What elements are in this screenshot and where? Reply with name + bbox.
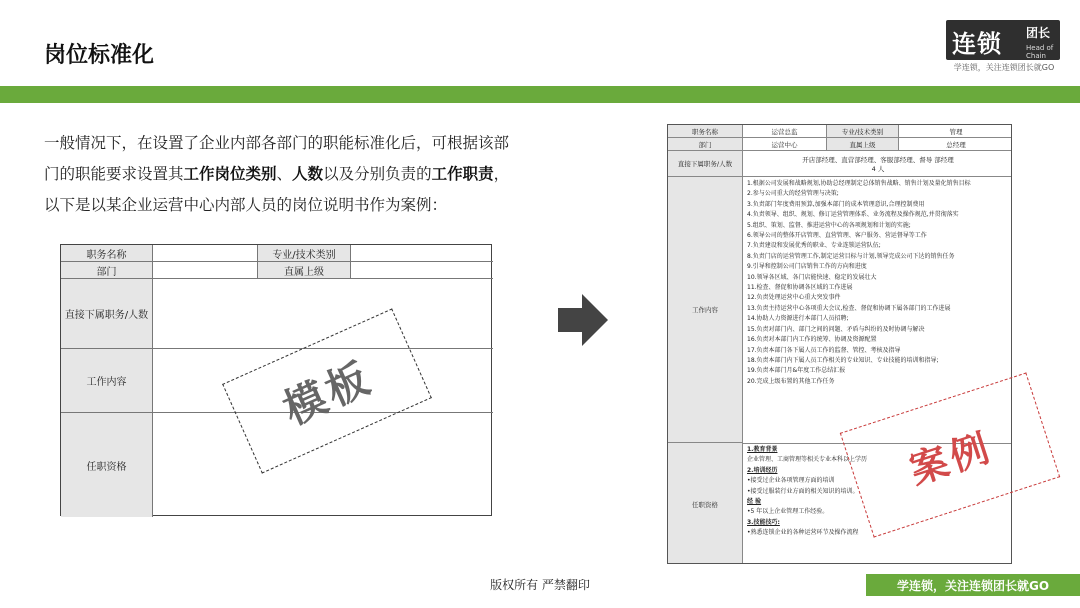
duty-item: 11.检查、督促和协调各区域的工作进展 bbox=[747, 284, 853, 292]
tpl-superior-label: 直属上级 bbox=[258, 262, 351, 279]
tpl-superior-value bbox=[351, 262, 493, 279]
intro-bold-2: 人数 bbox=[292, 165, 324, 183]
intro-text-1: 一般情况下，在设置了企业内部各部门的职能标准化后，可根据该部门的职能要求设置其 bbox=[44, 134, 510, 183]
tpl-job-name-label: 职务名称 bbox=[61, 245, 153, 262]
tpl-major-value bbox=[351, 245, 493, 262]
example-stamp-text: 案例 bbox=[904, 424, 998, 493]
tpl-subordinate-label: 直接下属职务/人数 bbox=[61, 279, 153, 349]
right-arrow-icon bbox=[556, 292, 610, 348]
duty-item: 2.参与公司重大的经营管理与决策; bbox=[747, 190, 839, 198]
duty-item: 1.根据公司发展和战略规划,协助总经理制定总体销售战略、销售计划及量化销售目标 bbox=[747, 180, 971, 187]
qual-heading: 2.培训经历 bbox=[747, 466, 778, 474]
duty-item: 6.领导公司的整体开店管理、直营管理、客户服务、营运督导等工作 bbox=[747, 232, 927, 240]
ex-subordinate-value bbox=[743, 151, 1012, 177]
ex-major-label: 专业/技术类别 bbox=[827, 125, 899, 138]
duty-item: 7.负责建设和发展优秀的职业、专业连锁运营队伍; bbox=[747, 242, 881, 250]
qual-heading: 3.技能技巧: bbox=[747, 518, 780, 526]
ex-job-name-label: 职务名称 bbox=[668, 125, 743, 138]
header-slogan: 学连锁，关注连锁团长就GO bbox=[953, 63, 1055, 72]
intro-text-3: ，以下是以某企业运营中心内部人员的岗位说明书作为案例： bbox=[44, 165, 510, 214]
green-divider-band bbox=[0, 86, 1080, 103]
qual-heading: 经 验 bbox=[747, 498, 762, 506]
qual-text: •熟悉连锁企业的各种运营环节及操作流程 bbox=[747, 529, 859, 537]
logo-en-text: Head of Chain bbox=[1026, 44, 1054, 60]
duty-item: 16.负责对本部门内工作的统筹、协调及资源配置 bbox=[747, 336, 877, 344]
tpl-qual-label: 任职资格 bbox=[61, 413, 153, 517]
intro-bold-1: 工作岗位类别 bbox=[183, 165, 277, 183]
ex-qual-label: 任职资格 bbox=[668, 443, 743, 564]
tpl-major-label: 专业/技术类别 bbox=[258, 245, 351, 262]
tpl-dept-value bbox=[153, 262, 258, 279]
duty-item: 9.引导和控制公司门店销售工作的方向和进度 bbox=[747, 263, 867, 271]
ex-subordinate-count: 4 人 bbox=[871, 164, 885, 173]
duty-item: 8.负责门店的运营管理工作,制定运营目标与计划,领导完成公司下达的销售任务 bbox=[747, 252, 955, 260]
ex-duties-label: 工作内容 bbox=[668, 177, 743, 443]
duty-item: 12.负责处理运营中心重大突发事件 bbox=[747, 294, 841, 302]
brand-logo bbox=[946, 20, 1060, 60]
ex-major-value: 管理 bbox=[899, 125, 1012, 138]
copyright-text: 版权所有 严禁翻印 bbox=[490, 578, 590, 592]
page-title: 岗位标准化 bbox=[44, 43, 155, 68]
duty-item: 10.领导各区域、各门店能快速、稳定的发展壮大 bbox=[747, 273, 877, 281]
qual-text: •接受过企业各项管理方面的培训 bbox=[747, 477, 835, 485]
logo-main-text: 连锁 bbox=[952, 30, 1002, 58]
qual-text: 企业管理、工商管理等相关专业本科以上学历 bbox=[747, 456, 868, 464]
intro-bold-3: 工作职责 bbox=[431, 165, 494, 183]
ex-subordinate-text: 开店部经理、直营部经理、客服部经理、督导 部经理 bbox=[802, 155, 954, 164]
qual-text: •5 年以上企业管理工作经验。 bbox=[747, 508, 829, 516]
duty-item: 14.协助人力资源进行本部门人员招聘; bbox=[747, 315, 849, 323]
intro-sep: 、 bbox=[276, 165, 293, 183]
tpl-job-name-value bbox=[153, 245, 258, 262]
template-stamp-text: 模板 bbox=[276, 352, 381, 435]
footer-slogan-banner: 学连锁，关注连锁团长就GO bbox=[866, 574, 1080, 596]
logo-small-text: 团长 bbox=[1026, 26, 1051, 40]
duty-item: 17.负责本部门各下属人员工作的监督、管控、考核及指导 bbox=[747, 346, 901, 354]
duty-item: 4.负责领导、组织、规划、修订运营管理体系、业务流程及操作规范,并贯彻落实 bbox=[747, 211, 959, 219]
duty-item: 5.组织、策划、监督、推进运营中心的各项规划和计划的实施; bbox=[747, 221, 911, 229]
ex-superior-label: 直属上级 bbox=[827, 138, 899, 151]
tpl-duties-label: 工作内容 bbox=[61, 349, 153, 413]
ex-dept-value: 运营中心 bbox=[743, 138, 827, 151]
ex-duties-list bbox=[743, 177, 1012, 389]
duty-item: 3.负责部门年度费用预算,加强本部门的成本管理意识,合理控制费用 bbox=[747, 200, 925, 208]
duty-item: 13.负责主持运营中心各项重大会议,检查、督促和协调下属各部门的工作进展 bbox=[747, 304, 951, 312]
qual-text: •接受过服装行业方面的相关知识的培训。 bbox=[747, 487, 859, 495]
ex-superior-value: 总经理 bbox=[899, 138, 1012, 151]
duty-item: 15.负责对部门内、部门之间的问题、矛盾与纠纷的及时协调与解决 bbox=[747, 325, 925, 333]
ex-dept-label: 部门 bbox=[668, 138, 743, 151]
tpl-dept-label: 部门 bbox=[61, 262, 153, 279]
intro-paragraph bbox=[44, 128, 524, 221]
ex-job-name-value: 运营总监 bbox=[743, 125, 827, 138]
ex-subordinate-label: 直接下属职务/人数 bbox=[668, 151, 743, 177]
qual-heading: 1.教育背景 bbox=[747, 446, 778, 453]
duty-item: 20.完成上级布置的其他工作任务 bbox=[747, 377, 835, 385]
intro-text-2: 以及分别负责的 bbox=[323, 165, 432, 183]
duty-item: 18.负责本部门内下属人员工作相关的专业知识、专业技能的培训和指导; bbox=[747, 356, 939, 364]
duty-item: 19.负责本部门月&年度工作总结汇报 bbox=[747, 367, 846, 375]
